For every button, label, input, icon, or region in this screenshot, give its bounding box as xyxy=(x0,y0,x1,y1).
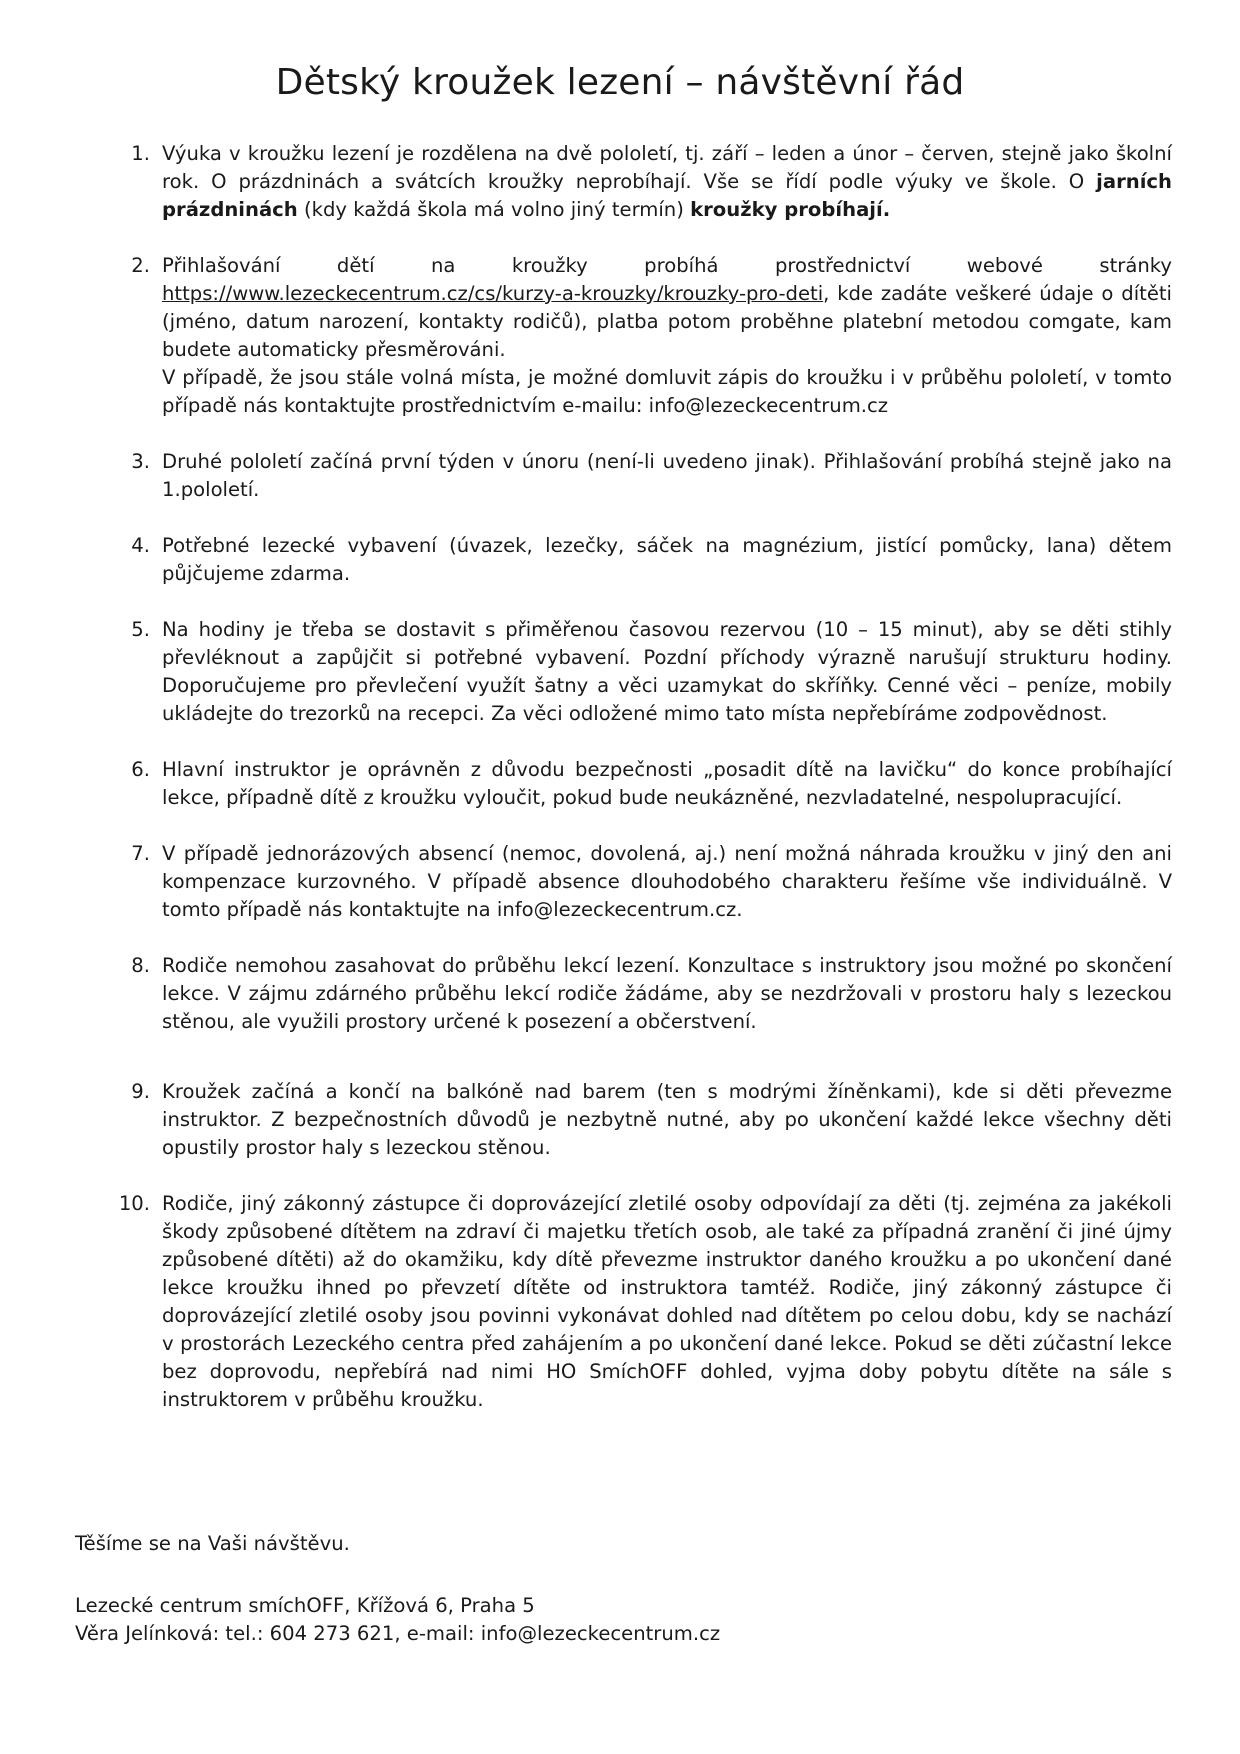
list-item xyxy=(110,840,1172,924)
footer-address: Lezecké centrum smíchOFF, Křížová 6, Praha 5 xyxy=(75,1594,535,1617)
item-number: 2. xyxy=(131,254,150,277)
list-item xyxy=(110,1190,1172,1414)
list-item xyxy=(110,756,1172,812)
list-item xyxy=(110,252,1172,420)
item-number: 1. xyxy=(131,142,150,165)
item-text: Hlavní instruktor je oprávněn z důvodu bezpečnosti „posadit dítě na lavičku“ do konce probíhající lekce, případně dítě z kroužku vyloučit, pokud bude neukázněné, nezvladatelné, nespolupracující. xyxy=(162,758,1172,809)
page-title: Dětský kroužek lezení – návštěvní řád xyxy=(275,62,965,103)
item-number: 10. xyxy=(118,1192,150,1215)
item-number: 4. xyxy=(131,534,150,557)
item-text: Druhé pololetí začíná první týden v únoru (není-li uvedeno jinak). Přihlašování probíhá stejně jako na 1.pololetí. xyxy=(162,450,1172,501)
item-text: Přihlašování dětí na kroužky probíhá prostřednictví webové stránky https://www.lezeckecentrum.cz/cs/kurzy-a-krouzky/krouzky-pro-deti, kde zadáte veškeré údaje o dítěti (jméno, datum narození, kontakty rodičů), platba potom proběhne platební metodou comgate, kam budete automaticky přesměrováni. V případě, že jsou stále volná místa, je možné domluvit zápis do kroužku i v průběhu pololetí, v tomto případě nás kontaktujte prostřednictvím e-mailu: info@lezeckecentrum.cz xyxy=(162,254,1172,417)
list-item xyxy=(110,448,1172,504)
item-text: V případě jednorázových absencí (nemoc, dovolená, aj.) není možná náhrada kroužku v jiný den ani kompenzace kurzovného. V případě absence dlouhodobého charakteru řešíme vše individuálně. V tomto případě nás kontaktujte na info@lezeckecentrum.cz. xyxy=(162,842,1172,921)
item-text: Výuka v kroužku lezení je rozdělena na dvě pololetí, tj. září – leden a únor – červen, stejně jako školní rok. O prázdninách a svátcích kroužky neprobíhají. Vše se řídí podle výuky ve škole. O jarních prázdninách (kdy každá škola má volno jiný termín) kroužky probíhají. xyxy=(162,142,1172,221)
list-item xyxy=(110,1078,1172,1162)
item-text: Rodiče, jiný zákonný zástupce či doprovázející zletilé osoby odpovídají za děti (tj. zejména za jakékoli škody způsobené dítětem na zdraví či majetku třetích osob, ale také za případná zranění či jiné újmy způsobené dítěti) až do okamžiku, kdy dítě převezme instruktor daného kroužku a po ukončení dané lekce kroužku ihned po převzetí dítěte od instruktora tamtéž. Rodiče, jiný zákonný zástupce či doprovázející zletilé osoby jsou povinni vykonávat dohled nad dítětem po celou dobu, kdy se nachází v prostorách Lezeckého centra před zahájením a po ukončení dané lekce. Pokud se děti zúčastní lekce bez doprovodu, nepřebírá nad nimi HO SmíchOFF dohled, vyjma doby pobytu dítěte na sále s instruktorem v průběhu kroužku. xyxy=(162,1192,1172,1411)
item-number: 5. xyxy=(131,618,150,641)
item-number: 9. xyxy=(131,1080,150,1103)
emphasis: jarních prázdninách xyxy=(162,170,1172,221)
item-text: Potřebné lezecké vybavení (úvazek, lezečky, sáček na magnézium, jistící pomůcky, lana) dětem půjčujeme zdarma. xyxy=(162,534,1172,585)
emphasis: kroužky probíhají. xyxy=(690,198,891,221)
list-item xyxy=(110,952,1172,1036)
item-number: 3. xyxy=(131,450,150,473)
registration-link[interactable]: https://www.lezeckecentrum.cz/cs/kurzy-a-krouzky/krouzky-pro-deti xyxy=(162,282,824,305)
list-item xyxy=(110,616,1172,728)
list-item xyxy=(110,140,1172,224)
footer-contact: Věra Jelínková: tel.: 604 273 621, e-mail: info@lezeckecentrum.cz xyxy=(75,1622,721,1645)
item-number: 6. xyxy=(131,758,150,781)
item-text: Rodiče nemohou zasahovat do průběhu lekcí lezení. Konzultace s instruktory jsou možné po skončení lekce. V zájmu zdárného průběhu lekcí rodiče žádáme, aby se nezdržovali v prostoru haly s lezeckou stěnou, ale využili prostory určené k posezení a občerstvení. xyxy=(162,954,1172,1033)
item-text: Na hodiny je třeba se dostavit s přiměřenou časovou rezervou (10 – 15 minut), aby se děti stihly převléknout a zapůjčit si potřebné vybavení. Pozdní příchody výrazně narušují strukturu hodiny. Doporučujeme pro převlečení využít šatny a věci uzamykat do skříňky. Cenné věci – peníze, mobily ukládejte do trezorků na recepci. Za věci odložené mimo tato místa nepřebíráme zodpovědnost. xyxy=(162,618,1172,725)
rules-list xyxy=(110,140,1172,1414)
item-number: 7. xyxy=(131,842,150,865)
item-number: 8. xyxy=(131,954,150,977)
list-item xyxy=(110,532,1172,588)
closing-greeting: Těšíme se na Vaši návštěvu. xyxy=(75,1532,350,1555)
item-text: Kroužek začíná a končí na balkóně nad barem (ten s modrými žíněnkami), kde si děti převezme instruktor. Z bezpečnostních důvodů je nezbytně nutné, aby po ukončení každé lekce všechny děti opustily prostor haly s lezeckou stěnou. xyxy=(162,1080,1172,1159)
